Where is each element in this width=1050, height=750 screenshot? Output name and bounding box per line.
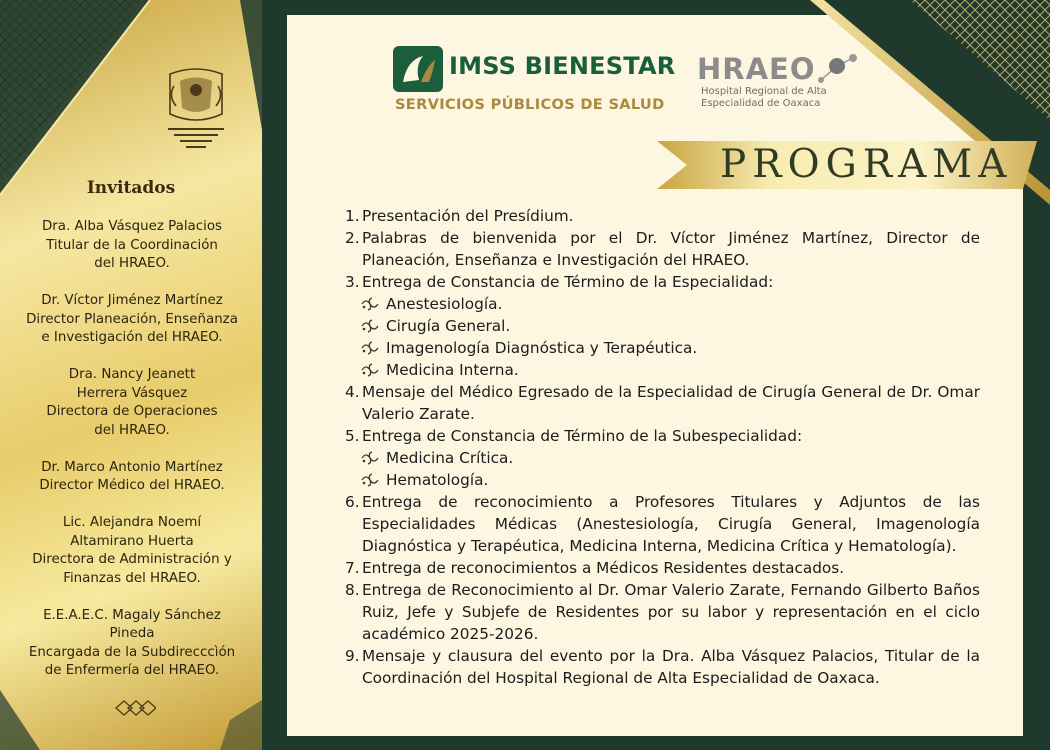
- program-subitem-text: Medicina Crítica.: [386, 449, 514, 467]
- program-item-number: 6.: [345, 493, 360, 511]
- fleuron-bullet-icon: [360, 362, 380, 378]
- program-item: [345, 425, 980, 447]
- molecule-icon: [815, 52, 859, 88]
- guests-title: Invitados: [86, 178, 176, 198]
- program-item: [345, 491, 980, 557]
- hraeo-name: HRAEO: [697, 52, 816, 86]
- program-item-text: Entrega de reconocimiento a Profesores Titulares y Adjuntos de las Especialidades Médicas (Anestesiología, Cirugía General, Imagenología Diagnóstica y Terapéutica, Medicina Interna, Medicina Crítica y Hematología).: [362, 493, 980, 555]
- program-subitem-text: Imagenología Diagnóstica y Terapéutica.: [386, 339, 698, 357]
- guest-line: de Enfermería del HRAEO.: [44, 663, 220, 678]
- program-item: [345, 645, 980, 689]
- divider-strip: [262, 0, 287, 750]
- program-title: PROGRAMA: [720, 142, 1013, 187]
- diamond-ornament-icon: [112, 697, 156, 719]
- program-item-number: 1.: [345, 207, 360, 225]
- program-item: [345, 205, 980, 227]
- imss-name: IMSS BIENESTAR: [449, 52, 676, 80]
- program-list: [345, 205, 980, 689]
- fleuron-bullet-icon: [360, 450, 380, 466]
- program-item: [345, 579, 980, 645]
- program-item-text: Mensaje y clausura del evento por la Dra. Alba Vásquez Palacios, Titular de la Coordinación del Hospital Regional de Alta Especialidad de Oaxaca.: [362, 647, 980, 687]
- guests-panel: [0, 0, 262, 750]
- program-item: [345, 271, 980, 293]
- program-item-number: 9.: [345, 647, 360, 665]
- program-item-text: Entrega de Constancia de Término de la Especialidad:: [362, 273, 774, 291]
- program-subitem: [345, 359, 980, 381]
- guest-line: Titular de la Coordinación: [46, 237, 218, 253]
- guest-entry: [6, 514, 258, 588]
- guest-line: del HRAEO.: [94, 256, 170, 271]
- fleuron-bullet-icon: [360, 340, 380, 356]
- program-item-number: 5.: [345, 427, 360, 445]
- program-item-number: 4.: [345, 383, 360, 401]
- guest-line: del HRAEO.: [94, 422, 170, 438]
- program-item: [345, 381, 980, 425]
- guest-line: Dr. Marco Antonio Martínez: [41, 459, 223, 475]
- program-subitem: [345, 337, 980, 359]
- guest-entry: [6, 218, 258, 274]
- hraeo-subtitle-line: Especialidad de Oaxaca: [701, 98, 821, 109]
- guest-line: Pineda: [109, 626, 155, 641]
- program-item-number: 7.: [345, 559, 360, 577]
- guest-line: E.E.A.E.C. Magaly Sánchez: [43, 607, 221, 623]
- guest-entry: [6, 366, 258, 440]
- guest-line: Director Médico del HRAEO.: [39, 478, 225, 493]
- program-item-text: Palabras de bienvenida por el Dr. Víctor Jiménez Martínez, Director de Planeación, Enseñanza e Investigación del HRAEO.: [362, 229, 980, 269]
- program-subitem: [345, 447, 980, 469]
- guest-entry: [6, 292, 258, 348]
- program-subitem-text: Anestesiología.: [386, 295, 503, 313]
- guest-line: Encargada de la Subdirecccìón: [28, 644, 236, 660]
- guest-list: [6, 218, 258, 699]
- hraeo-subtitle: [701, 86, 827, 110]
- guest-line: Finanzas del HRAEO.: [63, 570, 201, 586]
- program-item-number: 8.: [345, 581, 360, 599]
- guest-line: e Investigación del HRAEO.: [41, 330, 223, 345]
- guest-line: Directora de Operaciones: [46, 404, 218, 419]
- program-subitem-text: Cirugía General.: [386, 317, 511, 335]
- fleuron-bullet-icon: [360, 296, 380, 312]
- guest-line: Director Planeación, Enseñanza: [26, 311, 238, 327]
- guest-entry: [6, 459, 258, 496]
- program-item-number: 2.: [345, 229, 360, 247]
- guest-entry: [6, 607, 258, 681]
- program-subitem-text: Hematología.: [386, 471, 489, 489]
- program-subitem: [345, 315, 980, 337]
- guest-line: Altamirano Huerta: [70, 533, 194, 549]
- guest-line: Lic. Alejandra Noemí: [62, 515, 202, 530]
- hraeo-logo: [697, 52, 867, 122]
- program-item-text: Mensaje del Médico Egresado de la Especialidad de Cirugía General de Dr. Omar Valerio Zarate.: [362, 383, 980, 423]
- guest-line: Dra. Alba Vásquez Palacios: [41, 219, 223, 234]
- hraeo-subtitle-line: Hospital Regional de Alta: [701, 86, 827, 97]
- imss-bienestar-logo: [393, 46, 676, 118]
- guest-line: Dra. Nancy Jeanett: [68, 367, 196, 382]
- guest-line: Dr. Víctor Jiménez Martínez: [41, 293, 223, 308]
- guest-line: Herrera Vásquez: [76, 385, 188, 401]
- program-item: [345, 557, 980, 579]
- program-item-number: 3.: [345, 273, 360, 291]
- program-subitem-text: Medicina Interna.: [386, 361, 519, 379]
- program-subitem: [345, 293, 980, 315]
- program-item-text: Entrega de reconocimientos a Médicos Residentes destacados.: [362, 559, 845, 577]
- fleuron-bullet-icon: [360, 472, 380, 488]
- program-item-text: Entrega de Reconocimiento al Dr. Omar Valerio Zarate, Fernando Gilberto Baños Ruiz, Jefe y Subjefe de Residentes por su labor y representación en el ciclo académico 2025-2026.: [362, 581, 980, 643]
- unam-seal-logo: [160, 66, 232, 156]
- imss-emblem-icon: [393, 46, 443, 92]
- guest-line: Directora de Administración y: [32, 552, 232, 567]
- program-item-text: Presentación del Presídium.: [362, 207, 574, 225]
- imss-subtitle: SERVICIOS PÚBLICOS DE SALUD: [395, 96, 665, 113]
- program-item-text: Entrega de Constancia de Término de la Subespecialidad:: [362, 427, 803, 445]
- program-item: [345, 227, 980, 271]
- program-subitem: [345, 469, 980, 491]
- fleuron-bullet-icon: [360, 318, 380, 334]
